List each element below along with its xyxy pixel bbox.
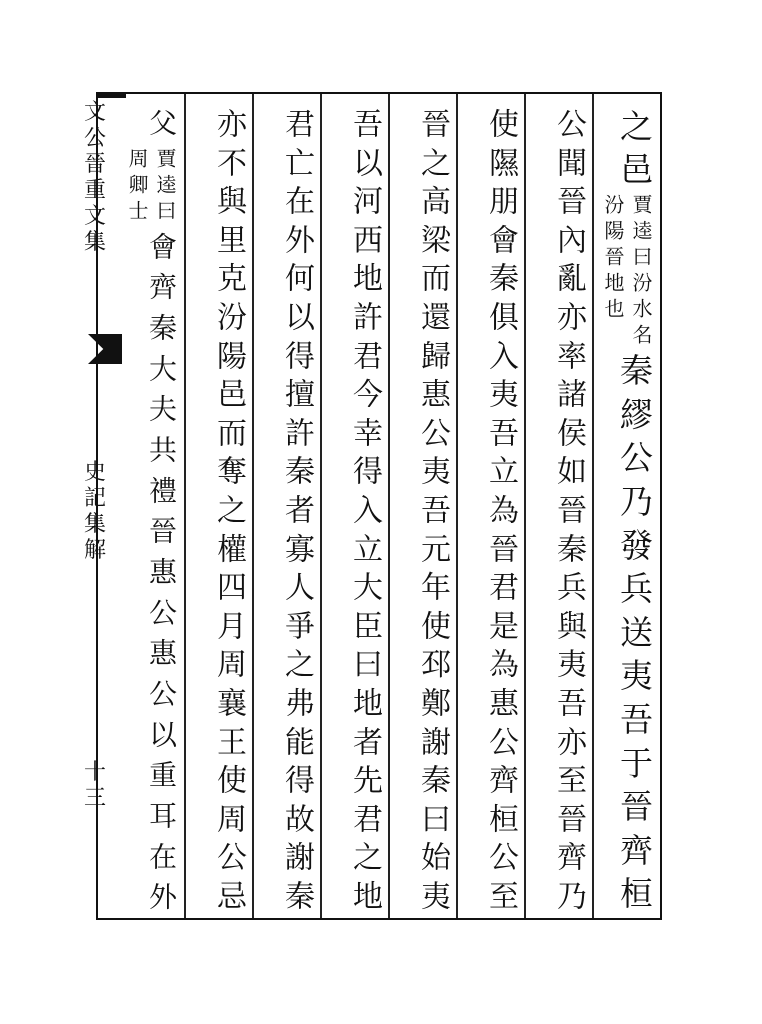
text-char: 夷 (415, 879, 450, 910)
text-column (460, 104, 526, 914)
text-char: 使 (211, 764, 246, 795)
text-char: 周 (125, 147, 149, 168)
text-char: 名 (629, 324, 653, 345)
text-char: 禮 (145, 475, 178, 504)
text-char: 元 (415, 532, 450, 563)
text-char: 共 (145, 435, 178, 464)
commentary-line (629, 191, 654, 347)
text-char: 爭 (279, 609, 314, 640)
text-char: 齊 (615, 832, 654, 866)
text-char: 幸 (347, 416, 382, 447)
margin-char: 晉 (83, 152, 106, 177)
text-char: 之 (279, 648, 314, 679)
text-char: 會 (145, 231, 178, 260)
text-char: 之 (615, 108, 654, 142)
text-char: 朋 (483, 185, 518, 216)
text-char: 汾 (601, 194, 625, 215)
text-char: 君 (347, 339, 382, 370)
text-char: 耳 (145, 801, 178, 829)
text-char: 晉 (551, 185, 586, 216)
text-char: 立 (347, 532, 382, 563)
text-char: 夷 (551, 648, 586, 679)
margin-char: 三 (83, 786, 106, 811)
text-char: 克 (211, 262, 246, 293)
text-char: 乃 (551, 879, 586, 910)
text-char: 秦 (615, 353, 654, 387)
text-char: 秦 (145, 313, 178, 342)
text-char: 秦 (415, 764, 450, 795)
text-char: 吾 (415, 493, 450, 524)
text-char: 兵 (551, 571, 586, 602)
margin-char: 集 (83, 512, 106, 537)
text-char: 君 (279, 108, 314, 138)
text-char: 何 (279, 262, 314, 293)
text-char: 賈 (629, 194, 653, 215)
text-char: 公 (551, 108, 586, 138)
text-char: 之 (211, 493, 246, 524)
text-char: 曰 (153, 199, 177, 220)
text-char: 之 (415, 146, 450, 177)
text-char: 弗 (279, 686, 314, 717)
fish-tail-mark (88, 334, 122, 364)
text-char: 許 (279, 416, 314, 447)
text-char: 周 (211, 648, 246, 679)
text-column (596, 104, 662, 914)
text-char: 繆 (615, 396, 654, 430)
text-char: 使 (483, 108, 518, 138)
text-char: 至 (551, 764, 586, 795)
text-char: 送 (615, 614, 654, 648)
text-char: 如 (551, 455, 586, 486)
text-char: 得 (347, 455, 382, 486)
text-char: 惠 (145, 638, 178, 667)
text-char: 四 (211, 571, 246, 602)
text-char: 河 (347, 185, 382, 216)
text-char: 俱 (483, 300, 518, 331)
text-char: 惠 (145, 557, 178, 586)
text-char: 齊 (483, 764, 518, 795)
text-char: 襄 (211, 686, 246, 717)
text-char: 里 (211, 223, 246, 254)
text-char: 不 (211, 146, 246, 177)
text-char: 卿 (125, 173, 149, 194)
margin-char: 十 (83, 760, 106, 785)
text-char: 入 (347, 493, 382, 524)
text-char: 周 (211, 802, 246, 833)
text-char: 秦 (551, 532, 586, 563)
text-char: 公 (211, 841, 246, 872)
margin-title (78, 100, 112, 256)
text-char: 者 (347, 725, 382, 756)
text-char: 年 (415, 571, 450, 602)
text-char: 地 (347, 879, 382, 910)
text-char: 寡 (279, 532, 314, 563)
text-char: 為 (483, 493, 518, 524)
text-char: 于 (615, 745, 654, 779)
text-char: 是 (483, 609, 518, 640)
text-char: 汾 (629, 272, 653, 293)
text-char: 亦 (211, 108, 246, 138)
text-column (392, 104, 458, 914)
text-char: 地 (347, 686, 382, 717)
text-char: 以 (347, 146, 382, 177)
text-char: 大 (347, 571, 382, 602)
text-char: 晉 (601, 246, 625, 267)
text-char: 公 (415, 416, 450, 447)
commentary-note (601, 191, 654, 347)
text-char: 隰 (483, 146, 518, 177)
text-char: 率 (551, 339, 586, 370)
text-char: 水 (629, 298, 653, 319)
text-char: 者 (279, 493, 314, 524)
text-char: 歸 (415, 339, 450, 370)
text-char: 月 (211, 609, 246, 640)
text-char: 還 (415, 300, 450, 331)
text-char: 謝 (415, 725, 450, 756)
text-char: 桓 (615, 876, 654, 910)
text-char: 能 (279, 725, 314, 756)
text-char: 公 (145, 597, 178, 626)
text-column (528, 104, 594, 914)
text-char: 公 (145, 679, 178, 708)
commentary-line (153, 145, 178, 223)
text-char: 亡 (279, 146, 314, 177)
text-char: 奪 (211, 455, 246, 486)
text-char: 晉 (551, 802, 586, 833)
text-char: 今 (347, 378, 382, 409)
text-char: 內 (551, 223, 586, 254)
text-column (188, 104, 254, 914)
text-char: 為 (483, 648, 518, 679)
text-char: 曰 (347, 648, 382, 679)
text-char: 重 (145, 760, 178, 789)
text-char: 聞 (551, 146, 586, 177)
text-char: 亂 (551, 262, 586, 293)
text-char: 邳 (415, 648, 450, 679)
text-char: 公 (483, 841, 518, 872)
text-char: 晉 (415, 108, 450, 138)
text-char: 父 (145, 107, 178, 136)
text-char: 夷 (483, 378, 518, 409)
text-char: 外 (145, 882, 178, 911)
text-char: 曰 (629, 246, 653, 267)
text-char: 以 (145, 719, 178, 748)
commentary-note (125, 145, 178, 223)
text-char: 晉 (145, 516, 178, 545)
corner-mark (96, 94, 126, 98)
text-char: 陽 (601, 220, 625, 241)
text-char: 秦 (279, 879, 314, 910)
margin-char: 公 (83, 126, 106, 151)
text-char: 忌 (211, 879, 246, 910)
text-char: 始 (415, 841, 450, 872)
text-char: 謝 (279, 841, 314, 872)
text-char: 汾 (211, 300, 246, 331)
text-char: 吾 (615, 702, 654, 736)
text-column (256, 104, 322, 914)
text-char: 夷 (415, 455, 450, 486)
text-char: 鄭 (415, 686, 450, 717)
text-char: 而 (415, 262, 450, 293)
text-char: 高 (415, 185, 450, 216)
text-char: 齊 (145, 272, 178, 301)
text-char: 權 (211, 532, 246, 563)
text-char: 公 (615, 440, 654, 474)
margin-book-name (78, 460, 112, 564)
text-char: 之 (347, 841, 382, 872)
text-column (324, 104, 390, 914)
text-char: 西 (347, 223, 382, 254)
text-char: 吾 (483, 416, 518, 447)
margin-page-number (78, 760, 112, 812)
text-char: 晉 (615, 789, 654, 823)
text-char: 入 (483, 339, 518, 370)
text-char: 臣 (347, 609, 382, 640)
text-char: 地 (347, 262, 382, 293)
text-char: 君 (347, 802, 382, 833)
text-char: 大 (145, 353, 178, 382)
text-char: 乃 (615, 484, 654, 518)
margin-char: 集 (83, 230, 106, 255)
text-char: 逵 (629, 220, 653, 241)
text-char: 在 (145, 841, 178, 870)
text-char: 晉 (483, 532, 518, 563)
text-char: 得 (279, 764, 314, 795)
margin-char: 記 (83, 486, 106, 511)
text-char: 外 (279, 223, 314, 254)
text-char: 也 (601, 298, 625, 319)
text-char: 而 (211, 416, 246, 447)
text-char: 君 (483, 571, 518, 602)
text-char: 故 (279, 802, 314, 833)
text-char: 王 (211, 725, 246, 756)
text-char: 先 (347, 764, 382, 795)
text-char: 秦 (279, 455, 314, 486)
text-char: 許 (347, 300, 382, 331)
text-char: 使 (415, 609, 450, 640)
text-char: 人 (279, 571, 314, 602)
text-char: 曰 (415, 802, 450, 833)
text-char: 亦 (551, 725, 586, 756)
text-char: 秦 (483, 262, 518, 293)
text-char: 邑 (615, 152, 654, 186)
text-char: 惠 (415, 378, 450, 409)
margin-char: 解 (83, 538, 106, 563)
text-char: 陽 (211, 339, 246, 370)
margin-char: 重 (83, 178, 106, 203)
text-char: 齊 (551, 841, 586, 872)
text-char: 吾 (551, 686, 586, 717)
text-char: 桓 (483, 802, 518, 833)
text-char: 邑 (211, 378, 246, 409)
text-char: 晉 (551, 493, 586, 524)
text-char: 吾 (347, 108, 382, 138)
text-column (120, 104, 186, 914)
text-char: 公 (483, 725, 518, 756)
text-char: 擅 (279, 378, 314, 409)
text-char: 兵 (615, 571, 654, 605)
text-char: 士 (125, 199, 149, 220)
text-char: 亦 (551, 300, 586, 331)
text-char: 惠 (483, 686, 518, 717)
text-char: 以 (279, 300, 314, 331)
text-char: 夫 (145, 394, 178, 423)
text-char: 會 (483, 223, 518, 254)
text-char: 逵 (153, 173, 177, 194)
text-char: 立 (483, 455, 518, 486)
text-char: 與 (551, 609, 586, 640)
text-char: 賈 (153, 147, 177, 168)
text-char: 至 (483, 879, 518, 910)
text-char: 得 (279, 339, 314, 370)
margin-char: 文 (83, 204, 106, 229)
margin-char: 文 (83, 100, 106, 125)
text-char: 侯 (551, 416, 586, 447)
margin-char: 史 (83, 460, 106, 485)
text-char: 地 (601, 272, 625, 293)
text-char: 諸 (551, 378, 586, 409)
text-char: 夷 (615, 658, 654, 692)
text-char: 發 (615, 527, 654, 561)
text-char: 梁 (415, 223, 450, 254)
commentary-line (125, 145, 150, 223)
text-char: 與 (211, 185, 246, 216)
commentary-line (601, 191, 626, 347)
text-char: 在 (279, 185, 314, 216)
